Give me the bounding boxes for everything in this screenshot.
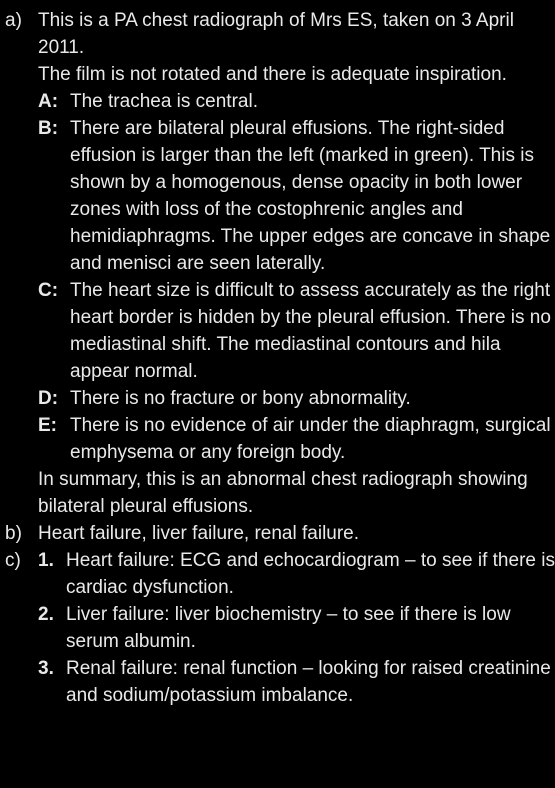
finding-e (38, 412, 555, 466)
part-a-intro-2: The film is not rotated and there is adequate inspiration. (38, 64, 507, 85)
investigation-text: Liver failure: liver biochemistry – to see if there is low serum albumin. (66, 604, 511, 652)
part-c-label: c) (5, 550, 21, 571)
investigation-number: 2. (38, 604, 54, 625)
finding-label: A: (38, 91, 59, 112)
finding-label: E: (38, 415, 57, 436)
finding-label: D: (38, 388, 59, 409)
finding-text: There is no fracture or bony abnormality. (70, 388, 411, 409)
finding-label: B: (38, 118, 59, 139)
investigation-text: Renal failure: renal function – looking for raised creatinine and sodium/potassium imbalance. (66, 658, 551, 706)
finding-text: There is no evidence of air under the diaphragm, surgical emphysema or any foreign body. (70, 415, 551, 463)
finding-text: The heart size is difficult to assess accurately as the right heart border is hidden by the pleural effusion. There is no mediastinal shift. The mediastinal contours and hila appear normal. (70, 280, 551, 382)
part-b (0, 520, 555, 547)
finding-text: The trachea is central. (70, 91, 258, 112)
finding-c (38, 277, 555, 385)
finding-a (38, 88, 555, 115)
part-a-summary: In summary, this is an abnormal chest radiograph showing bilateral pleural effusions. (38, 469, 528, 517)
investigation-number: 1. (38, 550, 54, 571)
investigation-item-3 (38, 655, 555, 709)
part-b-text: Heart failure, liver failure, renal failure. (38, 523, 360, 544)
answer-page (0, 7, 555, 709)
investigation-item-1 (38, 547, 555, 601)
investigation-number: 3. (38, 658, 54, 679)
part-a (0, 7, 555, 520)
part-a-intro-1: This is a PA chest radiograph of Mrs ES, taken on 3 April 2011. (38, 10, 514, 58)
part-a-label: a) (5, 10, 22, 31)
finding-label: C: (38, 280, 59, 301)
finding-d (38, 385, 555, 412)
finding-text: There are bilateral pleural effusions. The right-sided effusion is larger than the left (marked in green). This is shown by a homogenous, dense opacity in both lower zones with loss of the costophrenic angles and hemidiaphragms. The upper edges are concave in shape and menisci are seen laterally. (70, 118, 551, 274)
part-b-label: b) (5, 523, 22, 544)
investigation-item-2 (38, 601, 555, 655)
investigation-text: Heart failure: ECG and echocardiogram – to see if there is cardiac dysfunction. (66, 550, 555, 598)
part-c (0, 547, 555, 709)
finding-b (38, 115, 555, 277)
